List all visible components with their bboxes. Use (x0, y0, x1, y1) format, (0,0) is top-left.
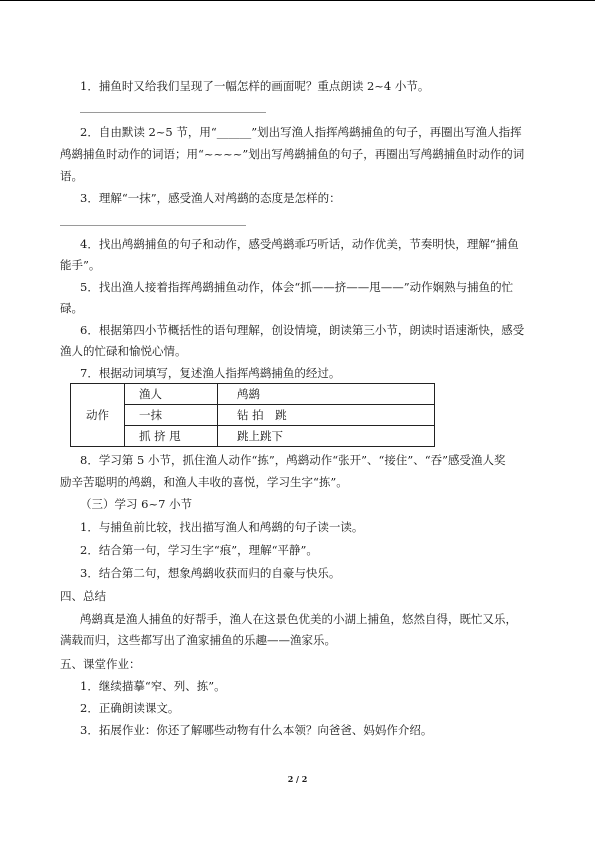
homework-item-3: 3．拓展作业：你还了解哪些动物有什么本领？向爸爸、妈妈作介绍。 (80, 723, 433, 737)
table-row (71, 384, 435, 405)
question-8-line-1: 8．学习第 5 小节，抓住渔人动作“拣”，鸬鹚动作“张开”、“接住”、“吞”感受渔人奖 (80, 453, 506, 467)
question-3: 3．理解“一抹”，感受渔人对鸬鹚的态度是怎样的： (80, 191, 341, 205)
question-8-line-2: 励辛苦聪明的鸬鹚，和渔人丰收的喜悦，学习生字“拣”。 (60, 475, 348, 489)
table-row (71, 426, 435, 447)
question-4-line-1: 4．找出鸬鹚捕鱼的句子和动作，感受鸬鹚乖巧听话，动作优美，节奏明快，理解“捕鱼 (80, 237, 519, 251)
question-2-line-1: 2．自由默读 2~5 节，用“______”划出写渔人指挥鸬鹚捕鱼的句子，再圈出写渔人指挥 (80, 125, 522, 139)
section-three-item-1: 1．与捕鱼前比较，找出描写渔人和鸬鹚的句子读一读。 (80, 520, 364, 534)
page-top-rule (0, 0, 595, 1)
question-2-line-3: 语。 (60, 169, 83, 183)
cormorant-action-cell: 钻 拍 跳 (218, 405, 435, 426)
question-6-line-2: 渔人的忙碌和愉悦心情。 (60, 344, 187, 358)
fisherman-action-cell: 抓 挤 甩 (125, 426, 218, 447)
page-number: 2 / 2 (287, 774, 308, 784)
question-5-line-1: 5．找出渔人接着指挥鸬鹚捕鱼动作，体会“抓——挤——甩——”动作娴熟与捕鱼的忙 (80, 280, 514, 294)
homework-item-1: 1．继续描摹“窄、列、拣”。 (80, 679, 226, 693)
action-table (70, 383, 435, 447)
homework-heading: 五、课堂作业： (60, 657, 141, 671)
summary-line-1: 鸬鹚真是渔人捕鱼的好帮手，渔人在这景色优美的小湖上捕鱼，悠然自得，既忙又乐， (80, 612, 517, 626)
section-three-heading: （三）学习 6~7 小节 (80, 497, 193, 511)
answer-line-3 (60, 225, 246, 226)
section-three-item-3: 3．结合第二句，想象鸬鹚收获而归的自豪与快乐。 (80, 566, 341, 580)
question-7: 7．根据动词填写，复述渔人指挥鸬鹚捕鱼的经过。 (80, 366, 341, 380)
question-1: 1．捕鱼时又给我们呈现了一幅怎样的画面呢？重点朗读 2~4 小节。 (80, 79, 430, 93)
column-header-cormorant: 鸬鹚 (218, 384, 435, 405)
question-6-line-1: 6．根据第四小节概括性的语句理解，创设情境，朗读第三小节，朗读时语速渐快，感受 (80, 323, 525, 337)
fisherman-action-cell: 一抹 (125, 405, 218, 426)
question-2-line-2: 鸬鹚捕鱼时动作的词语；用“~~~~”划出写鸬鹚捕鱼的句子，再圈出写鸬鹚捕鱼时动作的词 (60, 147, 525, 161)
column-header-fisherman: 渔人 (125, 384, 218, 405)
question-4-line-2: 能手”。 (60, 258, 101, 272)
row-header-actions: 动作 (71, 384, 125, 447)
cormorant-action-cell: 跳上跳下 (218, 426, 435, 447)
section-three-item-2: 2．结合第一句，学习生字“痕”，理解“平静”。 (80, 543, 318, 557)
summary-line-2: 满载而归，这些都写出了渔家捕鱼的乐趣——渔家乐。 (60, 633, 336, 647)
table-row (71, 405, 435, 426)
homework-item-2: 2．正确朗读课文。 (80, 701, 180, 715)
summary-heading: 四、总结 (60, 589, 106, 603)
answer-line-1 (80, 112, 266, 113)
question-5-line-2: 碌。 (60, 301, 83, 315)
